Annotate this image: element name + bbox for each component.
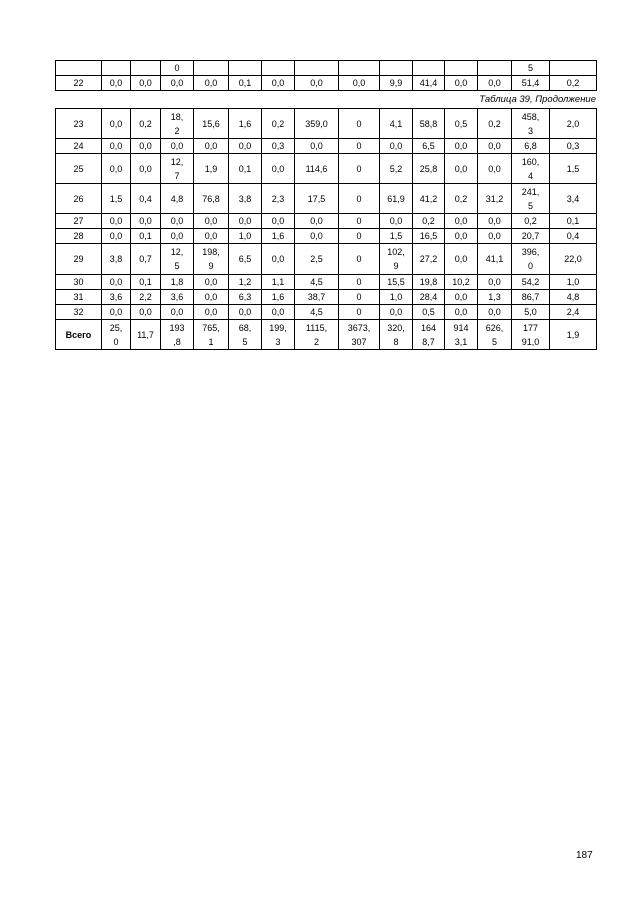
table-cell: 626, 5 xyxy=(478,320,512,350)
table-cell: 11,7 xyxy=(131,320,161,350)
table-cell: 0,0 xyxy=(102,109,131,139)
table-cell: 0 xyxy=(339,154,380,184)
table-cell xyxy=(445,61,478,76)
table-cell: 6,5 xyxy=(413,139,445,154)
row-label-cell: 23 xyxy=(56,109,102,139)
table-cell: 0 xyxy=(161,61,194,76)
table-cell: 1,9 xyxy=(194,154,229,184)
table-row xyxy=(56,109,597,139)
table-cell: 0 xyxy=(339,229,380,244)
table-cell: 0,0 xyxy=(478,275,512,290)
table-cell: 0,0 xyxy=(229,139,262,154)
table-cell: 0,0 xyxy=(478,305,512,320)
table-cell: 199, 3 xyxy=(262,320,295,350)
table-cell: 0 xyxy=(339,305,380,320)
table-cell: 0,3 xyxy=(550,139,597,154)
table-cell: 0,0 xyxy=(295,214,339,229)
table-cell: 1,3 xyxy=(478,290,512,305)
table-cell: 58,8 xyxy=(413,109,445,139)
table-cell: 114,6 xyxy=(295,154,339,184)
table-cell: 0 xyxy=(339,290,380,305)
table-row xyxy=(56,76,597,91)
table-cell: 0,1 xyxy=(229,154,262,184)
table-cell: 0,0 xyxy=(295,229,339,244)
table-cell xyxy=(550,61,597,76)
table-cell: 0,2 xyxy=(131,109,161,139)
table-cell xyxy=(131,61,161,76)
table-cell: 41,1 xyxy=(478,244,512,275)
table-cell: 5,0 xyxy=(512,305,550,320)
table-cell: 0,0 xyxy=(102,229,131,244)
table-cell xyxy=(380,61,413,76)
table-cell: 177 91,0 xyxy=(512,320,550,350)
table-cell: 0,2 xyxy=(445,184,478,214)
table-cell: 0,0 xyxy=(380,139,413,154)
table-cell: 3673, 307 xyxy=(339,320,380,350)
table-cell: 54,2 xyxy=(512,275,550,290)
table-cell: 25,8 xyxy=(413,154,445,184)
table-cell: 1,8 xyxy=(161,275,194,290)
table-cell: 4,5 xyxy=(295,275,339,290)
row-label-cell: Всего xyxy=(56,320,102,350)
table-cell xyxy=(229,61,262,76)
table-cell: 4,8 xyxy=(161,184,194,214)
table-cell: 1,5 xyxy=(380,229,413,244)
table-cell: 28,4 xyxy=(413,290,445,305)
table-cell: 1,0 xyxy=(550,275,597,290)
table-row xyxy=(56,305,597,320)
table-cell: 359,0 xyxy=(295,109,339,139)
table-cell: 0,0 xyxy=(131,154,161,184)
table-cell: 0,1 xyxy=(550,214,597,229)
table-cell: 0,0 xyxy=(478,214,512,229)
table-cell: 0,0 xyxy=(262,305,295,320)
table-cell: 0,0 xyxy=(131,305,161,320)
row-label-cell: 24 xyxy=(56,139,102,154)
table-cell xyxy=(194,61,229,76)
row-label-cell: 27 xyxy=(56,214,102,229)
table-cell: 5 xyxy=(512,61,550,76)
table-cell: 0,0 xyxy=(295,139,339,154)
table-cell: 3,6 xyxy=(161,290,194,305)
table-row xyxy=(56,154,597,184)
table-cell: 0,0 xyxy=(102,154,131,184)
table-row xyxy=(56,229,597,244)
table-cell: 51,4 xyxy=(512,76,550,91)
table-cell: 1,0 xyxy=(380,290,413,305)
table-cell: 0,5 xyxy=(445,109,478,139)
table-cell: 0,0 xyxy=(102,305,131,320)
table-cell: 0 xyxy=(339,139,380,154)
table-cell: 1,1 xyxy=(262,275,295,290)
table-cell: 320, 8 xyxy=(380,320,413,350)
table-cell: 0,0 xyxy=(102,214,131,229)
table-cell: 3,8 xyxy=(229,184,262,214)
table-cell: 198, 9 xyxy=(194,244,229,275)
table-cell: 0,0 xyxy=(194,275,229,290)
table-cell: 0,4 xyxy=(550,229,597,244)
table-cell xyxy=(339,61,380,76)
table-cell: 193 ,8 xyxy=(161,320,194,350)
table-row xyxy=(56,214,597,229)
page-number: 187 xyxy=(576,850,593,861)
table-cell: 765, 1 xyxy=(194,320,229,350)
table-cell: 2,4 xyxy=(550,305,597,320)
table-row xyxy=(56,290,597,305)
row-label-cell: 30 xyxy=(56,275,102,290)
row-label-cell: 26 xyxy=(56,184,102,214)
table-row xyxy=(56,61,597,76)
table-cell: 0,0 xyxy=(380,305,413,320)
table-cell: 0,0 xyxy=(445,229,478,244)
table-cell: 0,0 xyxy=(445,154,478,184)
table-cell: 0,0 xyxy=(229,305,262,320)
table-cell: 15,6 xyxy=(194,109,229,139)
table-cell: 0,0 xyxy=(262,76,295,91)
table-cell: 0,0 xyxy=(262,244,295,275)
table-cell: 3,8 xyxy=(102,244,131,275)
table-cell xyxy=(413,61,445,76)
table-main xyxy=(55,108,597,350)
table-cell: 0,0 xyxy=(445,244,478,275)
table-cell: 1,9 xyxy=(550,320,597,350)
table-cell: 0,2 xyxy=(550,76,597,91)
table-cell: 0,0 xyxy=(445,139,478,154)
table-cell: 17,5 xyxy=(295,184,339,214)
table-cell: 0 xyxy=(339,214,380,229)
table-cell: 19,8 xyxy=(413,275,445,290)
table-row xyxy=(56,184,597,214)
table-cell: 68, 5 xyxy=(229,320,262,350)
table-cell: 1115, 2 xyxy=(295,320,339,350)
table-caption: Таблица 39, Продолжение xyxy=(479,94,596,105)
table-cell: 2,0 xyxy=(550,109,597,139)
table-cell: 0,7 xyxy=(131,244,161,275)
table-cell: 0,5 xyxy=(413,305,445,320)
row-label-cell: 22 xyxy=(56,76,102,91)
table-continuation-top xyxy=(55,60,597,91)
table-cell: 0,0 xyxy=(102,275,131,290)
table-cell: 0 xyxy=(339,244,380,275)
table-cell: 0,0 xyxy=(131,139,161,154)
table-cell: 0,0 xyxy=(194,214,229,229)
table-cell: 16,5 xyxy=(413,229,445,244)
table-cell: 0,0 xyxy=(478,139,512,154)
table-cell: 86,7 xyxy=(512,290,550,305)
table-cell: 1,6 xyxy=(229,109,262,139)
table-cell: 12, 5 xyxy=(161,244,194,275)
table-cell: 164 8,7 xyxy=(413,320,445,350)
table-cell: 31,2 xyxy=(478,184,512,214)
table-cell: 0,0 xyxy=(194,76,229,91)
table-cell: 12, 7 xyxy=(161,154,194,184)
table-cell: 0,0 xyxy=(131,76,161,91)
table-cell: 3,6 xyxy=(102,290,131,305)
table-cell: 0,1 xyxy=(229,76,262,91)
table-cell: 6,5 xyxy=(229,244,262,275)
table-cell: 1,2 xyxy=(229,275,262,290)
row-label-cell: 31 xyxy=(56,290,102,305)
table-cell xyxy=(295,61,339,76)
table-cell: 41,4 xyxy=(413,76,445,91)
row-label-cell: 25 xyxy=(56,154,102,184)
table-cell: 0,2 xyxy=(262,109,295,139)
table-cell: 4,8 xyxy=(550,290,597,305)
table-cell: 0,1 xyxy=(131,275,161,290)
table-cell: 1,5 xyxy=(102,184,131,214)
table-cell: 160, 4 xyxy=(512,154,550,184)
table-cell: 0,0 xyxy=(161,305,194,320)
table-cell xyxy=(478,61,512,76)
table-cell: 0,0 xyxy=(194,305,229,320)
table-cell: 0,0 xyxy=(380,214,413,229)
row-label-cell: 29 xyxy=(56,244,102,275)
table-cell: 0,0 xyxy=(194,290,229,305)
table-cell: 1,6 xyxy=(262,229,295,244)
table-cell: 4,1 xyxy=(380,109,413,139)
table-cell: 0,0 xyxy=(339,76,380,91)
table-cell: 6,3 xyxy=(229,290,262,305)
row-label-cell xyxy=(56,61,102,76)
table-cell: 458, 3 xyxy=(512,109,550,139)
table-cell: 0,0 xyxy=(445,290,478,305)
table-cell: 20,7 xyxy=(512,229,550,244)
table-cell: 10,2 xyxy=(445,275,478,290)
table-cell: 22,0 xyxy=(550,244,597,275)
table-cell: 102, 9 xyxy=(380,244,413,275)
table-cell: 0,3 xyxy=(262,139,295,154)
table-cell: 0,0 xyxy=(194,229,229,244)
table-cell: 2,2 xyxy=(131,290,161,305)
table-cell: 0,0 xyxy=(102,76,131,91)
table-cell: 0,0 xyxy=(295,76,339,91)
table-cell: 0,2 xyxy=(413,214,445,229)
table-row xyxy=(56,320,597,350)
table-cell: 0,0 xyxy=(161,76,194,91)
table-cell: 0,0 xyxy=(445,214,478,229)
table-cell: 0,2 xyxy=(512,214,550,229)
table-cell: 241, 5 xyxy=(512,184,550,214)
table-cell xyxy=(102,61,131,76)
table-cell: 0,1 xyxy=(131,229,161,244)
table-cell: 1,5 xyxy=(550,154,597,184)
table-cell: 0,0 xyxy=(445,305,478,320)
table-cell: 38,7 xyxy=(295,290,339,305)
table-cell: 2,5 xyxy=(295,244,339,275)
table-cell: 0 xyxy=(339,275,380,290)
table-cell: 914 3,1 xyxy=(445,320,478,350)
table-row xyxy=(56,244,597,275)
table-cell: 0,0 xyxy=(161,214,194,229)
table-cell: 0,0 xyxy=(102,139,131,154)
table-cell: 0,0 xyxy=(262,154,295,184)
row-label-cell: 32 xyxy=(56,305,102,320)
table-cell: 0,0 xyxy=(229,214,262,229)
table-cell: 5,2 xyxy=(380,154,413,184)
table-row xyxy=(56,139,597,154)
table-cell: 0,0 xyxy=(262,214,295,229)
table-cell: 3,4 xyxy=(550,184,597,214)
table-cell: 0 xyxy=(339,109,380,139)
table-cell: 27,2 xyxy=(413,244,445,275)
table-cell: 15,5 xyxy=(380,275,413,290)
row-label-cell: 28 xyxy=(56,229,102,244)
table-cell: 6,8 xyxy=(512,139,550,154)
table-cell: 396, 0 xyxy=(512,244,550,275)
table-cell: 0,0 xyxy=(478,76,512,91)
table-cell: 1,0 xyxy=(229,229,262,244)
table-cell: 0,0 xyxy=(161,229,194,244)
table-cell: 2,3 xyxy=(262,184,295,214)
table-cell: 0,2 xyxy=(478,109,512,139)
table-cell: 0,0 xyxy=(131,214,161,229)
table-cell: 76,8 xyxy=(194,184,229,214)
table-row xyxy=(56,275,597,290)
table-cell: 4,5 xyxy=(295,305,339,320)
table-cell: 41,2 xyxy=(413,184,445,214)
table-cell: 0 xyxy=(339,184,380,214)
table-cell: 0,4 xyxy=(131,184,161,214)
table-cell: 0,0 xyxy=(478,154,512,184)
table-cell: 0,0 xyxy=(194,139,229,154)
table-cell: 0,0 xyxy=(161,139,194,154)
table-cell: 1,6 xyxy=(262,290,295,305)
table-cell: 61,9 xyxy=(380,184,413,214)
table-cell xyxy=(262,61,295,76)
table-cell: 18, 2 xyxy=(161,109,194,139)
table-cell: 0,0 xyxy=(478,229,512,244)
table-cell: 25, 0 xyxy=(102,320,131,350)
table-cell: 9,9 xyxy=(380,76,413,91)
table-cell: 0,0 xyxy=(445,76,478,91)
